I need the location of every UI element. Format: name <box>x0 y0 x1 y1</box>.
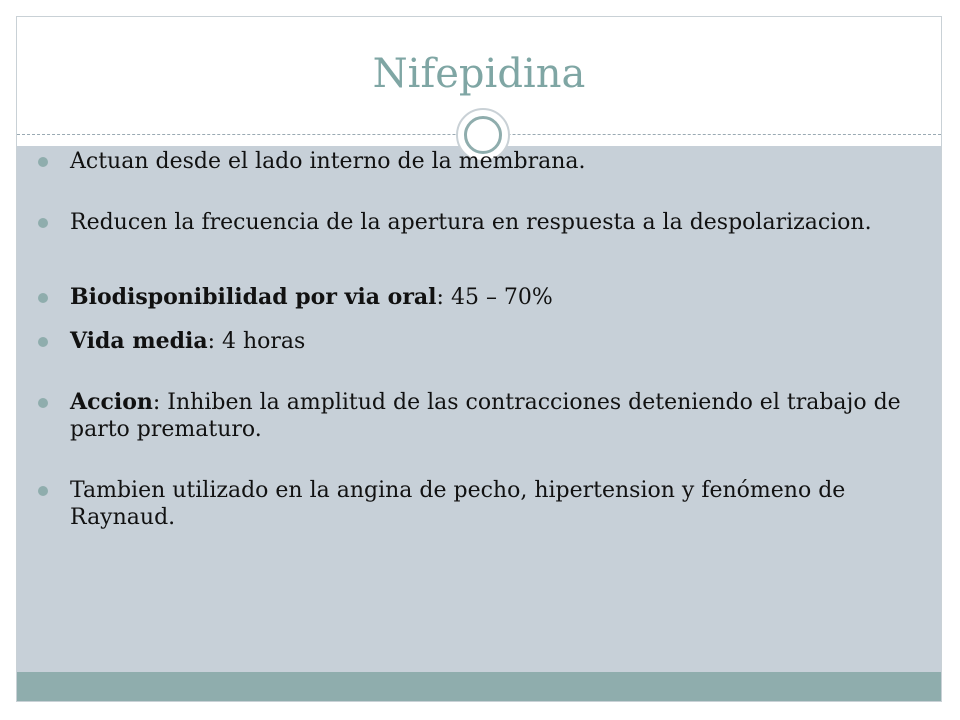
bullet-text: Tambien utilizado en la angina de pecho, hipertension y fenómeno de Raynaud. <box>70 478 846 530</box>
bullet-item-tambien <box>36 477 906 531</box>
bullet-text: : Inhiben la amplitud de las contracciones deteniendo el trabajo de parto prematuro. <box>70 390 901 442</box>
bullet-term: Accion <box>70 389 153 415</box>
bullet-text: Actuan desde el lado interno de la membrana. <box>70 149 586 174</box>
bullet-item-frecuencia <box>36 209 906 236</box>
bullet-text: : 4 horas <box>207 329 306 354</box>
bullet-term: Vida media <box>70 328 208 354</box>
footer-bar <box>17 672 941 702</box>
bullet-text: : 45 – 70% <box>436 285 553 310</box>
bullet-list <box>36 148 906 531</box>
bullet-item-biodisponibilidad <box>36 284 906 311</box>
slide-title: Nifepidina <box>372 51 586 97</box>
bullet-item-vida-media <box>36 328 906 355</box>
bullet-term: Biodisponibilidad por via oral <box>70 284 437 310</box>
bullet-item-accion <box>36 389 906 443</box>
bullet-text: Reducen la frecuencia de la apertura en respuesta a la despolarizacion. <box>70 210 872 235</box>
bullet-item-membrana <box>36 148 906 175</box>
